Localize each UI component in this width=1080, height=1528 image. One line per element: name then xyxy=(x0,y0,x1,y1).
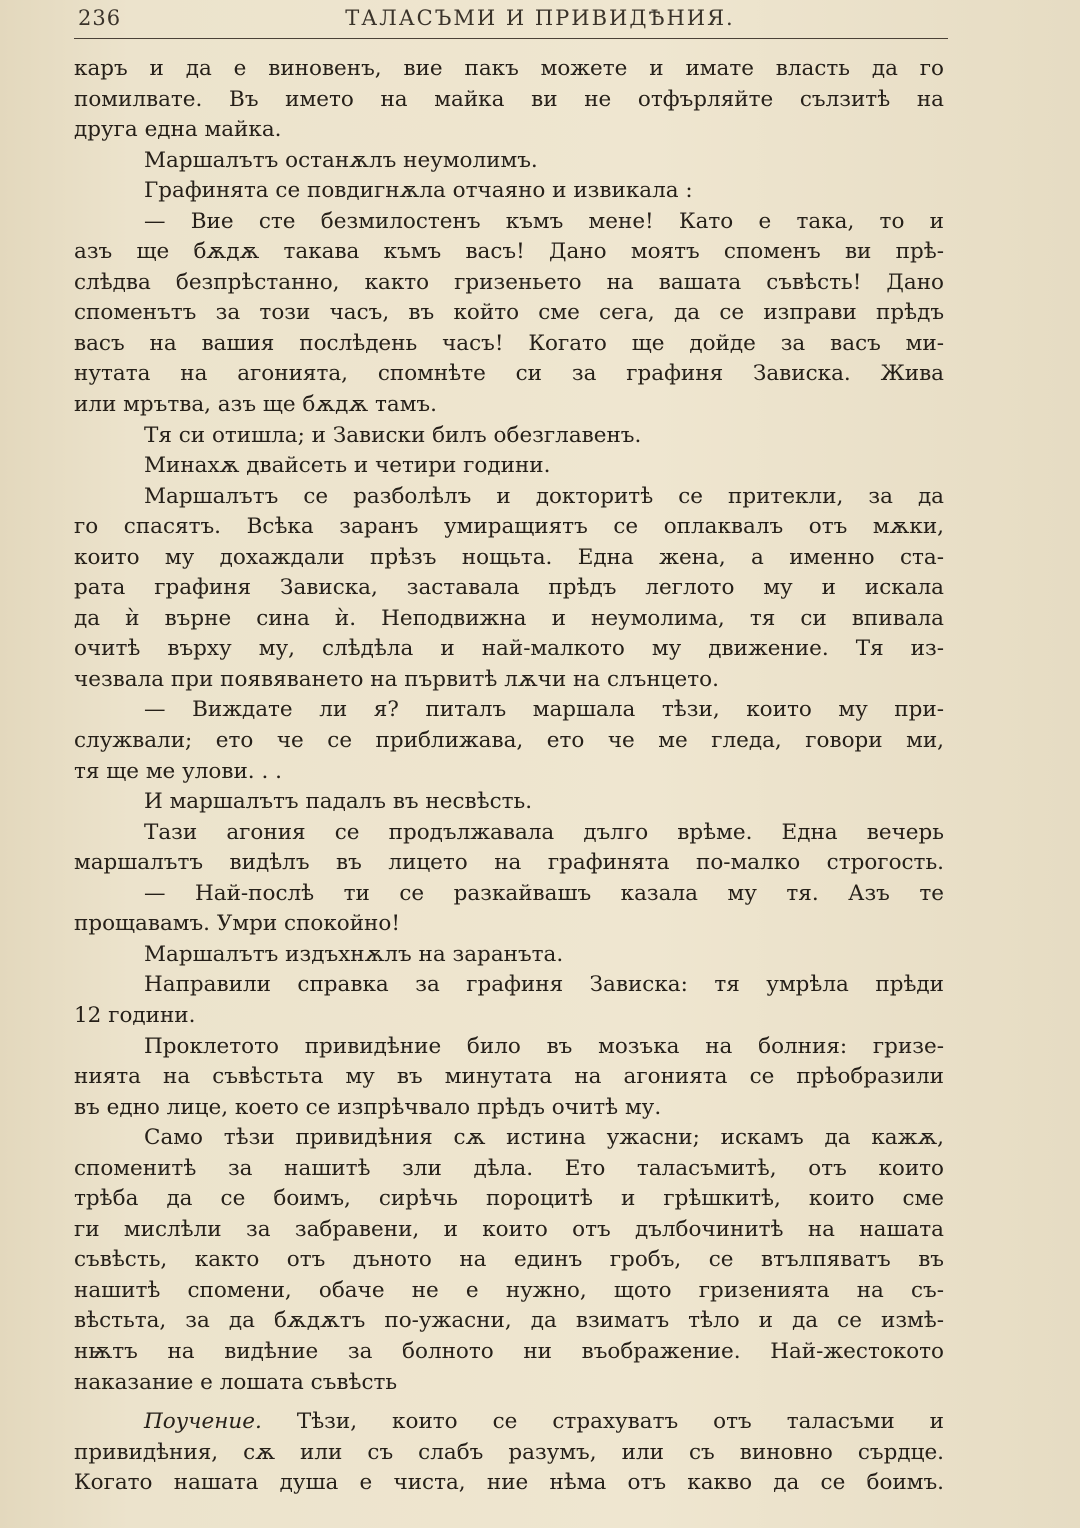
text-line: нията на съвѣстьта му въ минутата на агонията се прѣобразили xyxy=(74,1064,944,1090)
text-line: Маршалътъ останѫлъ неумолимъ. xyxy=(144,147,538,173)
text-line: нутата на агонията, спомнѣте си за графиня Зависка. Жива xyxy=(74,361,944,387)
text-line: каръ и да е виновенъ, вие пакъ можете и имате власть да го xyxy=(74,56,944,81)
lesson-block xyxy=(74,1407,944,1499)
lesson-lines xyxy=(74,1438,944,1499)
text-line: съвѣсть, както отъ дъното на единъ гробъ, се втълпяватъ въ xyxy=(74,1247,944,1273)
text-line: Проклетото привидѣние било въ мозъка на болния: гризе- xyxy=(144,1033,944,1059)
page-number: 236 xyxy=(78,6,122,30)
text-line: привидѣния, сѫ или съ слабъ разумъ, или съ виновно сърдце. xyxy=(74,1439,944,1465)
lesson-label: Поучение. xyxy=(144,1409,262,1435)
text-line xyxy=(74,1407,944,1438)
text-line: — Най-послѣ ти се разкайвашъ казала му тя. Азъ те xyxy=(144,880,944,906)
text-line: Тази агония се продължавала дълго врѣме. Една вечерь xyxy=(144,819,944,845)
text-line: Графинята се повдигнѫла отчаяно и извикала : xyxy=(144,178,693,204)
text-line: друга една майка. xyxy=(74,117,282,143)
text-line: ги мислѣли за забравени, и които отъ дълбочинитѣ на нашата xyxy=(74,1216,944,1242)
text-line: наказание е лошата съвѣсть xyxy=(74,1369,398,1395)
text-line: Направили справка за графиня Зависка: тя умрѣла прѣди xyxy=(144,972,944,998)
header-rule xyxy=(74,38,948,39)
text-line: прощавамъ. Умри спокойно! xyxy=(74,911,400,937)
text-line: Тя си отишла; и Зависки билъ обезглавенъ. xyxy=(144,422,642,448)
text-line: Само тѣзи привидѣния сѫ истина ужасни; искамъ да кажѫ, xyxy=(144,1125,944,1151)
text-line: очитѣ върху му, слѣдѣла и най-малкото му движение. Тя из- xyxy=(74,636,944,662)
text-line: Маршалътъ се разболѣлъ и докторитѣ се притекли, за да xyxy=(144,483,944,509)
text-line: — Вие сте безмилостенъ къмъ мене! Като е така, то и xyxy=(144,208,944,234)
text-line: да ѝ върне сина ѝ. Неподвижна и неумолима, тя си впивала xyxy=(74,605,944,631)
text-line: споменътъ за този часъ, въ който сме сега, да се изправи прѣдъ xyxy=(74,300,944,326)
text-line: нѭтъ на видѣние за болното ни въображение. Най-жестокото xyxy=(74,1338,944,1364)
text-line: маршалътъ видѣлъ въ лицето на графинята по-малко строгость. xyxy=(74,850,944,876)
body-text xyxy=(74,54,944,1499)
text-line: трѣба да се боимъ, сирѣчь пороцитѣ и грѣшкитѣ, които сме xyxy=(74,1186,944,1212)
text-line: Минахѫ двайсеть и четири години. xyxy=(144,453,551,479)
text-line: които му дохаждали прѣзъ нощьта. Една жена, а именно ста- xyxy=(74,544,944,570)
text-line: азъ ще бѫдѫ такава къмъ васъ! Дано моятъ споменъ ви прѣ- xyxy=(74,239,944,265)
text-line: го спасятъ. Всѣка заранъ умиращиятъ се оплаквалъ отъ мѫки, xyxy=(74,514,944,540)
running-head xyxy=(74,2,1006,36)
text-line: Когато нашата душа е чиста, ние нѣма отъ какво да се боимъ. xyxy=(74,1470,944,1496)
text-line: или мрътва, азъ ще бѫдѫ тамъ. xyxy=(74,392,437,418)
text-line: 12 години. xyxy=(74,1002,196,1028)
text-line: васъ на вашия послѣдень часъ! Когато ще дойде за васъ ми- xyxy=(74,330,944,356)
text-line: тя ще ме улови. . . xyxy=(74,758,282,784)
running-title: ТАЛАСЪМИ И ПРИВИДѢНИЯ. xyxy=(345,6,735,30)
text-line: въ едно лице, което се изпрѣчвало прѣдъ очитѣ му. xyxy=(74,1094,662,1120)
text-line: И маршалътъ падалъ въ несвѣсть. xyxy=(144,789,533,815)
text-line: вѣстьта, за да бѫдѫтъ по-ужасни, да взиматъ тѣло и да се измѣ- xyxy=(74,1308,944,1334)
paragraph-gap xyxy=(74,1398,944,1407)
text-line: рата графиня Зависка, заставала прѣдъ леглото му и искала xyxy=(74,575,944,601)
text-line: помилвате. Въ името на майка ви не отфърляйте сълзитѣ на xyxy=(74,86,944,112)
text-line: слѣдва безпрѣстанно, както гризеньето на вашата съвѣсть! Дано xyxy=(74,269,944,295)
text-line: — Виждате ли я? питалъ маршала тѣзи, които му при- xyxy=(144,697,944,723)
lesson-first-line: Тѣзи, които се страхуватъ отъ таласъми и xyxy=(296,1409,944,1435)
text-line: споменитѣ за нашитѣ зли дѣла. Ето таласъмитѣ, отъ които xyxy=(74,1155,944,1181)
text-line: Маршалътъ издъхнѫлъ на заранъта. xyxy=(144,941,564,967)
text-line: нашитѣ спомени, обаче не е нужно, щото гризенията на съ- xyxy=(74,1277,944,1303)
text-line: служвали; ето че се приближава, ето че ме гледа, говори ми, xyxy=(74,728,944,754)
text-line: чезвала при появяването на първитѣ лѫчи на слънцето. xyxy=(74,666,719,692)
main-text-block xyxy=(74,54,944,1398)
